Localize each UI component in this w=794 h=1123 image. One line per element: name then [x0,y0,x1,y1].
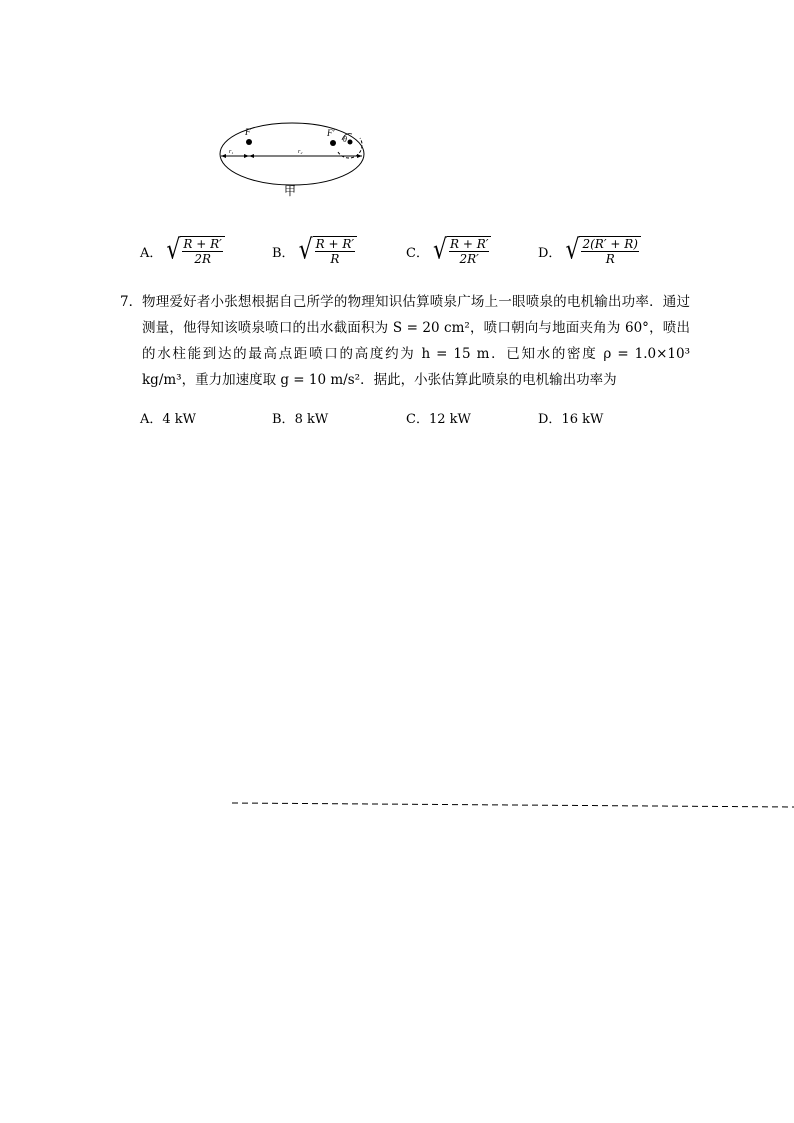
option-letter: C． [406,245,429,261]
label-r1: r₁ [229,149,234,155]
label-F: F [245,127,251,137]
q7-option-a[interactable]: A．4 kW [140,412,197,427]
q6-option-b[interactable] [272,236,357,266]
q6-option-d[interactable] [538,236,641,266]
figure-caption: 甲 [284,184,297,198]
q7-option-c[interactable]: C．12 kW [406,412,471,427]
q6-option-c[interactable] [406,236,491,266]
q6-option-a[interactable] [140,236,225,266]
label-Fprime: F′ [327,128,335,138]
sqrt-expression: √ $\frac{2(R' + R)}{R}$ [565,236,641,266]
focus-F-dot [246,139,252,145]
option-letter: A． [140,245,163,261]
question-7 [120,289,690,393]
sqrt-expression: √ $\frac{R + R'}{2R'}$ [433,236,492,266]
satellite-dot [348,140,353,145]
focus-Fprime-dot [330,140,336,146]
sqrt-icon: √ [166,234,181,266]
option-letter: D． [538,245,562,261]
sqrt-expression: √ $\frac{R + R'}{R}$ [299,236,358,266]
sqrt-icon: √ [432,234,447,266]
sqrt-icon: √ [565,234,580,266]
label-r2: r₂ [298,149,303,155]
q7-option-d[interactable]: D．16 kW [538,412,604,427]
sqrt-expression: √ $\frac{R + R'}{2R}$ [166,236,225,266]
dashed-divider [232,794,794,802]
q7-option-b[interactable]: B．8 kW [272,412,329,427]
sqrt-icon: √ [298,234,313,266]
question-text: 物理爱好者小张想根据自己所学的物理知识估算喷泉广场上一眼喷泉的电机输出功率．通过测量，他得知该喷泉喷口的出水截面积为 S = 20 cm²，喷口朝向与地面夹角为 60°，喷出的水柱能到达的最高点距喷口的高度约为 h = 15 m．已知水的密度 ρ = 1.0×10³ kg/m³，重力加速度取 g = 10 m/s²．据此，小张估算此喷泉的电机输出功率为 [142,294,690,388]
option-letter: B． [272,245,295,261]
label-theta: θ [343,135,347,144]
question-number: 7． [120,294,143,310]
